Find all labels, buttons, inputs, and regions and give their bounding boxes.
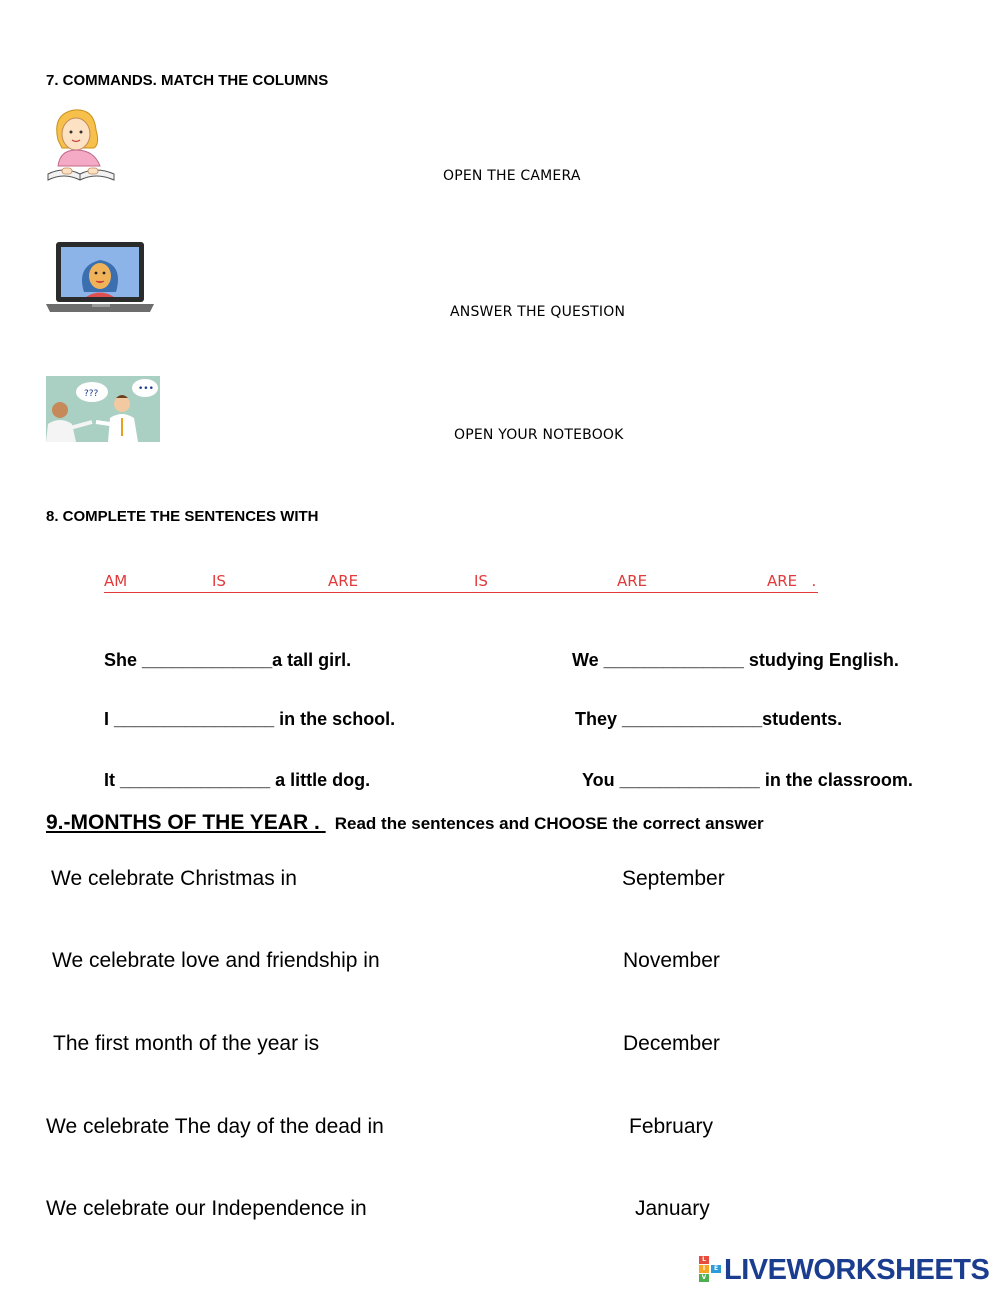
sentence-right-1: We ______________ studying English. <box>572 650 899 670</box>
sentence-right-3: You ______________ in the classroom. <box>582 770 913 790</box>
command-answer-question: ANSWER THE QUESTION <box>450 304 626 320</box>
logo-block-l: L <box>699 1256 709 1264</box>
word-is-2: IS <box>474 572 488 590</box>
month-option-5[interactable]: January <box>635 1197 710 1220</box>
command-open-notebook: OPEN YOUR NOTEBOOK <box>454 427 624 443</box>
svg-text:•••: ••• <box>138 384 154 394</box>
word-are-1: ARE <box>328 572 359 590</box>
logo-block-e: E <box>711 1265 721 1273</box>
section-7-title: 7. COMMANDS. MATCH THE COLUMNS <box>46 72 329 89</box>
logo-block-i: I <box>699 1265 709 1273</box>
word-bank <box>104 570 818 593</box>
section-9-title: 9.-MONTHS OF THE YEAR . <box>46 811 326 834</box>
word-are-3: ARE . <box>767 572 817 590</box>
conversation-image <box>46 376 160 442</box>
question-5: We celebrate our Independence in <box>46 1197 367 1220</box>
svg-text:???: ??? <box>84 389 99 399</box>
question-3: The first month of the year is <box>53 1032 320 1055</box>
sentence-right-2: They ______________students. <box>575 709 843 729</box>
month-option-1[interactable]: September <box>622 867 725 890</box>
word-are-2: ARE <box>617 572 648 590</box>
command-open-camera: OPEN THE CAMERA <box>443 168 581 184</box>
sentence-left-2: I ________________ in the school. <box>104 709 396 729</box>
word-is-1: IS <box>212 572 226 590</box>
word-am: AM <box>104 572 128 590</box>
liveworksheets-logo-icon <box>699 1256 723 1284</box>
section-9-subtitle: Read the sentences and CHOOSE the correct answer <box>334 814 764 833</box>
question-1: We celebrate Christmas in <box>51 867 297 890</box>
section-9-header <box>46 811 764 835</box>
question-2: We celebrate love and friendship in <box>52 949 380 972</box>
sentence-left-1: She _____________a tall girl. <box>104 650 352 670</box>
laptop-video-call-image <box>46 240 156 316</box>
month-option-2[interactable]: November <box>623 949 720 972</box>
question-4: We celebrate The day of the dead in <box>46 1115 384 1138</box>
sentence-left-3: It _______________ a little dog. <box>104 770 371 790</box>
girl-reading-image <box>44 104 118 186</box>
month-option-4[interactable]: February <box>629 1115 714 1138</box>
month-option-3[interactable]: December <box>623 1032 720 1055</box>
logo-block-v: V <box>699 1274 709 1282</box>
section-8-title: 8. COMPLETE THE SENTENCES WITH <box>46 508 319 525</box>
liveworksheets-logo-text: LIVEWORKSHEETS <box>724 1254 990 1286</box>
